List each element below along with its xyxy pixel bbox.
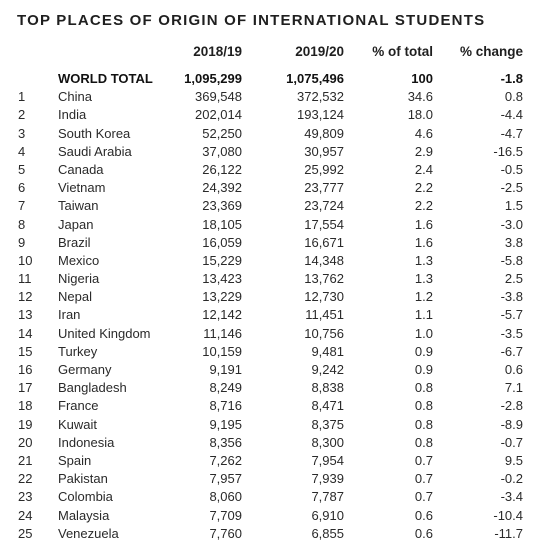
row-percent-of-total: 1.6 (414, 234, 433, 250)
row-2018-19: 11,146 (203, 325, 242, 341)
row-percent-change: -3.0 (500, 216, 523, 232)
row-2018-19: 37,080 (202, 143, 242, 159)
row-percent-of-total: 1.2 (414, 289, 433, 305)
row-name: Mexico (58, 252, 100, 268)
row-percent-of-total: 1.3 (414, 252, 433, 268)
row-rank: 16 (18, 362, 33, 377)
row-rank: 9 (18, 234, 26, 250)
row-name: Saudi Arabia (58, 143, 132, 159)
row-rank: 11 (18, 271, 32, 287)
row-2018-19: 8,060 (209, 489, 242, 505)
row-percent-of-total: 0.8 (414, 416, 433, 432)
row-name: Indonesia (58, 434, 115, 450)
table-row (0, 143, 549, 161)
table-row (0, 343, 549, 361)
row-name: France (58, 398, 99, 414)
row-percent-of-total: 0.8 (414, 434, 433, 450)
row-name: Malaysia (58, 507, 110, 523)
row-name: Nepal (58, 289, 92, 305)
row-rank: 21 (18, 452, 33, 468)
row-name: Venezuela (58, 525, 119, 541)
table-row (0, 234, 549, 252)
row-rank: 10 (18, 252, 33, 268)
row-percent-change: -11.7 (494, 525, 523, 541)
row-rank: 23 (18, 489, 33, 505)
row-2019-20: 30,957 (304, 143, 344, 159)
row-2019-20: 23,724 (304, 198, 344, 214)
row-percent-change: -4.7 (500, 125, 523, 141)
row-2018-19: 7,760 (209, 525, 242, 541)
table-row (0, 125, 549, 143)
row-percent-change: 0.8 (504, 89, 523, 105)
row-percent-of-total: 0.8 (414, 380, 433, 396)
header-2018-19: 2018/19 (193, 44, 242, 59)
table-body (0, 70, 549, 543)
row-2018-19: 8,249 (209, 380, 242, 396)
row-2018-19: 7,709 (209, 507, 242, 523)
row-name: Kuwait (58, 416, 98, 432)
row-2018-19: 13,423 (202, 271, 242, 287)
row-2018-19: 1,095,299 (184, 71, 242, 86)
row-percent-change: -3.5 (500, 325, 523, 341)
table-row (0, 416, 549, 434)
header-2019-20: 2019/20 (295, 44, 344, 59)
row-name: Nigeria (58, 271, 100, 287)
row-2018-19: 9,191 (209, 362, 242, 377)
row-2019-20: 14,348 (304, 252, 344, 268)
row-2018-19: 369,548 (195, 89, 242, 105)
row-percent-of-total: 0.6 (414, 525, 433, 541)
row-percent-of-total: 2.2 (414, 180, 433, 196)
table-title: TOP PLACES OF ORIGIN OF INTERNATIONAL STUDENTS (17, 12, 486, 29)
row-name: Bangladesh (58, 380, 127, 396)
row-name: United Kingdom (58, 325, 151, 341)
row-2019-20: 8,300 (311, 434, 344, 450)
row-percent-of-total: 0.7 (414, 489, 433, 505)
table-row (0, 452, 549, 470)
row-2019-20: 13,762 (304, 271, 344, 287)
table-row (0, 434, 549, 452)
row-percent-change: -3.8 (500, 289, 523, 305)
row-rank: 24 (18, 507, 33, 523)
table-row (0, 397, 549, 415)
row-percent-change: -10.4 (493, 507, 523, 523)
row-percent-of-total: 0.9 (414, 362, 433, 377)
row-2019-20: 11,451 (305, 307, 344, 323)
row-2018-19: 15,229 (202, 252, 242, 268)
row-percent-change: 9.5 (504, 452, 523, 468)
table-row (0, 88, 549, 106)
row-2018-19: 12,142 (202, 307, 242, 323)
table-row (0, 306, 549, 324)
table-row (0, 288, 549, 306)
row-name: China (58, 89, 92, 105)
row-2019-20: 6,855 (311, 525, 344, 541)
table-row (0, 270, 549, 288)
row-rank: 7 (18, 198, 26, 214)
world-total-row (0, 70, 549, 88)
table-row (0, 161, 549, 179)
row-2019-20: 6,910 (311, 507, 344, 523)
row-percent-of-total: 1.0 (414, 325, 433, 341)
table-row (0, 216, 549, 234)
row-percent-of-total: 1.6 (414, 216, 433, 232)
table-row (0, 252, 549, 270)
row-2019-20: 7,939 (311, 471, 344, 487)
row-2019-20: 372,532 (297, 89, 344, 105)
row-percent-change: -5.8 (500, 252, 523, 268)
row-rank: 13 (18, 307, 33, 323)
row-percent-change: -0.5 (500, 161, 523, 177)
row-percent-of-total: 0.7 (414, 452, 433, 468)
row-2019-20: 10,756 (304, 325, 344, 341)
row-rank: 25 (18, 525, 33, 541)
row-percent-of-total: 0.7 (414, 471, 433, 487)
row-rank: 18 (18, 398, 33, 414)
row-rank: 20 (18, 434, 33, 450)
row-percent-change: -8.9 (500, 416, 523, 432)
row-name: Iran (58, 307, 81, 323)
row-2019-20: 49,809 (304, 125, 344, 141)
row-2018-19: 7,957 (209, 471, 242, 487)
row-percent-change: -1.8 (500, 71, 523, 86)
row-percent-change: -6.7 (500, 343, 523, 359)
header-percent-change: % change (459, 44, 523, 59)
row-2018-19: 13,229 (202, 289, 242, 305)
table-row (0, 507, 549, 525)
row-2018-19: 24,392 (202, 180, 242, 196)
row-rank: 17 (18, 380, 33, 396)
row-percent-of-total: 0.9 (414, 343, 433, 359)
row-2019-20: 16,671 (304, 234, 344, 250)
row-2018-19: 26,122 (202, 161, 242, 177)
row-percent-of-total: 2.9 (414, 143, 433, 159)
row-percent-of-total: 100 (411, 71, 433, 86)
row-rank: 22 (18, 471, 33, 487)
row-name: Turkey (58, 343, 98, 359)
row-rank: 8 (18, 216, 26, 232)
row-percent-change: 1.5 (504, 198, 523, 214)
table-row (0, 488, 549, 506)
row-name: Colombia (58, 489, 113, 505)
row-2018-19: 23,369 (202, 198, 242, 214)
table-row (0, 106, 549, 124)
row-percent-change: 2.5 (504, 271, 523, 287)
row-percent-of-total: 0.6 (414, 507, 433, 523)
row-name: Japan (58, 216, 94, 232)
table-row (0, 470, 549, 488)
row-percent-change: -4.4 (500, 107, 523, 123)
row-rank: 15 (18, 343, 33, 359)
row-percent-change: -2.8 (500, 398, 523, 414)
table-row (0, 197, 549, 215)
row-2019-20: 9,242 (311, 362, 344, 377)
row-name: Germany (58, 362, 112, 377)
row-name: India (58, 107, 87, 123)
row-percent-change: -0.2 (500, 471, 523, 487)
table-row (0, 325, 549, 343)
row-name: Vietnam (58, 180, 106, 196)
row-2019-20: 8,838 (311, 380, 344, 396)
row-2019-20: 23,777 (304, 180, 344, 196)
row-percent-change: 3.8 (504, 234, 523, 250)
row-percent-change: -16.5 (493, 143, 523, 159)
row-name: Taiwan (58, 198, 99, 214)
row-rank: 3 (18, 125, 26, 141)
row-name: Pakistan (58, 471, 108, 487)
table-row (0, 525, 549, 543)
row-2019-20: 7,954 (311, 452, 344, 468)
row-2019-20: 25,992 (304, 161, 344, 177)
row-2019-20: 1,075,496 (286, 71, 344, 86)
row-2019-20: 8,471 (311, 398, 344, 414)
row-name: WORLD TOTAL (58, 71, 153, 86)
row-percent-change: 7.1 (504, 380, 523, 396)
table-header (0, 42, 549, 66)
row-rank: 6 (18, 180, 26, 196)
row-2018-19: 8,356 (209, 434, 242, 450)
row-2019-20: 12,730 (304, 289, 344, 305)
row-rank: 4 (18, 143, 26, 159)
table-row (0, 361, 549, 379)
row-name: Canada (58, 161, 104, 177)
row-2018-19: 9,195 (209, 416, 242, 432)
row-2019-20: 193,124 (297, 107, 344, 123)
row-rank: 19 (18, 416, 33, 432)
row-2018-19: 202,014 (195, 107, 242, 123)
row-percent-change: -5.7 (500, 307, 523, 323)
row-2018-19: 52,250 (202, 125, 242, 141)
row-name: Brazil (58, 234, 91, 250)
table-row (0, 179, 549, 197)
row-2018-19: 16,059 (202, 234, 242, 250)
row-name: Spain (58, 452, 92, 468)
row-2018-19: 7,262 (209, 452, 242, 468)
row-percent-of-total: 34.6 (407, 89, 433, 105)
table-row (0, 379, 549, 397)
row-percent-change: -0.7 (500, 434, 523, 450)
row-percent-of-total: 2.2 (414, 198, 433, 214)
row-2018-19: 10,159 (202, 343, 242, 359)
header-percent-of-total: % of total (372, 44, 433, 59)
row-name: South Korea (58, 125, 131, 141)
row-percent-of-total: 1.3 (414, 271, 433, 287)
row-percent-of-total: 0.8 (414, 398, 433, 414)
row-percent-of-total: 4.6 (414, 125, 433, 141)
row-percent-change: -2.5 (500, 180, 523, 196)
row-2019-20: 17,554 (304, 216, 344, 232)
row-2018-19: 8,716 (209, 398, 242, 414)
row-rank: 5 (18, 161, 26, 177)
row-rank: 2 (18, 107, 26, 123)
row-percent-change: 0.6 (504, 362, 523, 377)
row-percent-of-total: 2.4 (414, 161, 433, 177)
row-2019-20: 8,375 (311, 416, 344, 432)
row-rank: 14 (18, 325, 33, 341)
row-percent-change: -3.4 (500, 489, 523, 505)
row-2019-20: 9,481 (311, 343, 344, 359)
row-rank: 12 (18, 289, 33, 305)
row-percent-of-total: 18.0 (407, 107, 433, 123)
row-2019-20: 7,787 (311, 489, 344, 505)
row-rank: 1 (18, 89, 26, 105)
row-percent-of-total: 1.1 (414, 307, 433, 323)
row-2018-19: 18,105 (202, 216, 242, 232)
